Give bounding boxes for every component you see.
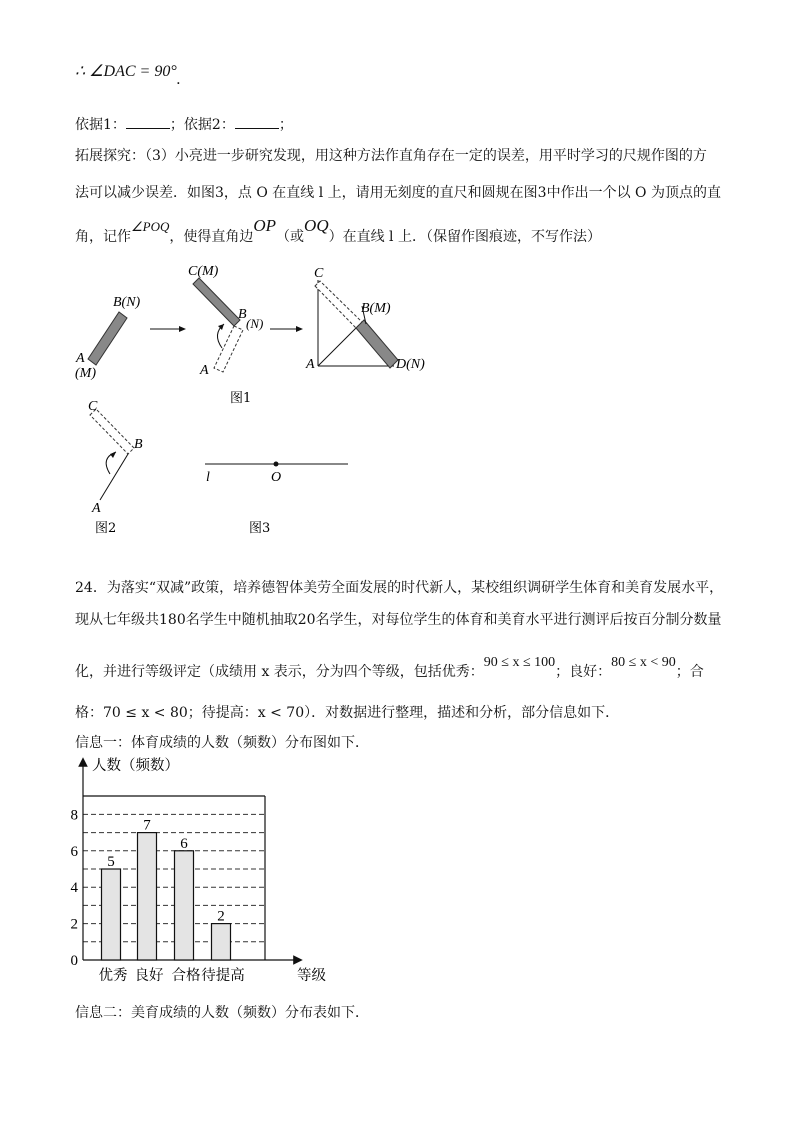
fig2-label-a: A	[92, 501, 101, 516]
fig1-label-a3: A	[306, 357, 315, 372]
bar-value-label: 6	[180, 835, 188, 852]
fig3-caption: 图3	[249, 521, 271, 536]
pe-score-bar-chart	[60, 752, 360, 992]
fig1-panel-2	[188, 264, 263, 378]
basis-1-label: 依据1：	[75, 117, 126, 133]
x-category-label: 良好	[134, 968, 164, 984]
conclusion-text: ∴ ∠DAC = 90°	[75, 63, 177, 80]
x-category-label: 待提高	[201, 968, 245, 984]
fig3-label-l: l	[206, 470, 210, 485]
text: 角，记作	[75, 229, 131, 245]
info-1: 信息一：体育成绩的人数（频数）分布图如下．	[75, 735, 369, 751]
geometry-figures	[0, 262, 800, 542]
fig1-label-n2: (N)	[246, 316, 264, 331]
fig2	[88, 399, 143, 516]
y-tick-label: 2	[70, 916, 78, 933]
conclusion-line: ∴ ∠DAC = 90°.	[75, 63, 181, 88]
q24-line-4: 格：70 ≤ x < 80；待提高：x < 70）．对数据进行整理，描述和分析，部分信息如下．	[75, 705, 620, 721]
y-tick-label: 4	[70, 880, 78, 897]
q24-line-3	[75, 655, 704, 683]
fig1-label-m1: (M)	[75, 366, 96, 381]
x-axis-title: 等级	[297, 968, 326, 984]
x-category-label: 优秀	[98, 968, 128, 984]
fig1-panel-1	[75, 295, 141, 381]
good-range: 80 ≤ x < 90	[611, 655, 676, 670]
basis-2-blank[interactable]	[235, 114, 279, 129]
text: ；良好：	[555, 664, 612, 680]
text: ；合	[675, 664, 704, 680]
info-2: 信息二：美育成绩的人数（频数）分布表如下．	[75, 1005, 369, 1021]
text: ）在直线 l 上．（保留作图痕迹，不写作法）	[328, 229, 601, 245]
fig1-label-b2: B	[238, 307, 247, 322]
fig1-label-bm: B(M)	[361, 301, 391, 316]
angle-poq: ∠POQ	[131, 219, 170, 234]
bar-value-label: 7	[143, 817, 151, 834]
q24-line-2: 现从七年级共180名学生中随机抽取20名学生，对每位学生的体育和美育水平进行测评后按百分制分数量	[75, 612, 722, 628]
bar-value-label: 5	[107, 854, 115, 870]
extend-line-3	[75, 216, 601, 247]
fig1-label-cm: C(M)	[188, 264, 219, 279]
fig2-caption: 图2	[95, 521, 117, 536]
text: 化，并进行等级评定（成绩用 x 表示，分为四个等级，包括优秀：	[75, 664, 484, 680]
q24-line-1: 24．为落实“双减”政策，培养德智体美劳全面发展的时代新人，某校组织调研学生体育和美育发展水平，	[75, 580, 724, 596]
text: （或	[276, 229, 305, 245]
bar-良好	[138, 833, 157, 960]
x-category-label: 合格	[171, 968, 201, 984]
bar-待提高	[212, 924, 231, 960]
fig1-label-bn: B(N)	[113, 295, 141, 310]
basis-2-label: ；依据2：	[169, 117, 235, 133]
y-axis-title: 人数（频数）	[92, 758, 179, 774]
text: ，使得直角边	[169, 229, 254, 245]
fig1-label-dn: D(N)	[396, 357, 425, 372]
fig2-label-b: B	[134, 437, 143, 452]
segment-op: OP	[253, 216, 277, 235]
y-tick-label: 6	[70, 843, 78, 860]
fig1-caption: 图1	[230, 391, 252, 406]
fig1-label-c3: C	[314, 266, 324, 281]
excellent-range: 90 ≤ x ≤ 100	[483, 655, 556, 670]
bar-value-label: 2	[217, 908, 225, 925]
point-o	[274, 462, 279, 467]
bar-合格	[175, 851, 194, 960]
fig1-label-a1: A	[76, 351, 85, 366]
basis-1-blank[interactable]	[126, 114, 170, 129]
basis-end: ；	[278, 117, 293, 133]
fig2-label-c: C	[88, 399, 98, 414]
fig3-label-o: O	[271, 470, 282, 485]
extend-line-1: 拓展探究：（3）小亮进一步研究发现，用这种方法作直角存在一定的误差，用平时学习的尺规作图的方	[75, 148, 707, 164]
y-tick-label: 8	[70, 807, 78, 824]
fig1-panel-3	[305, 266, 425, 372]
basis-line	[75, 114, 293, 135]
fig1-label-a2: A	[200, 363, 209, 378]
segment-oq: OQ	[304, 216, 329, 235]
y-tick-label: 0	[70, 953, 78, 969]
fig3	[205, 462, 348, 486]
bar-优秀	[102, 869, 121, 960]
extend-line-2: 法可以减少误差．如图3，点 O 在直线 l 上，请用无刻度的直尺和圆规在图3中作出一个以 O 为顶点的直	[75, 185, 721, 201]
